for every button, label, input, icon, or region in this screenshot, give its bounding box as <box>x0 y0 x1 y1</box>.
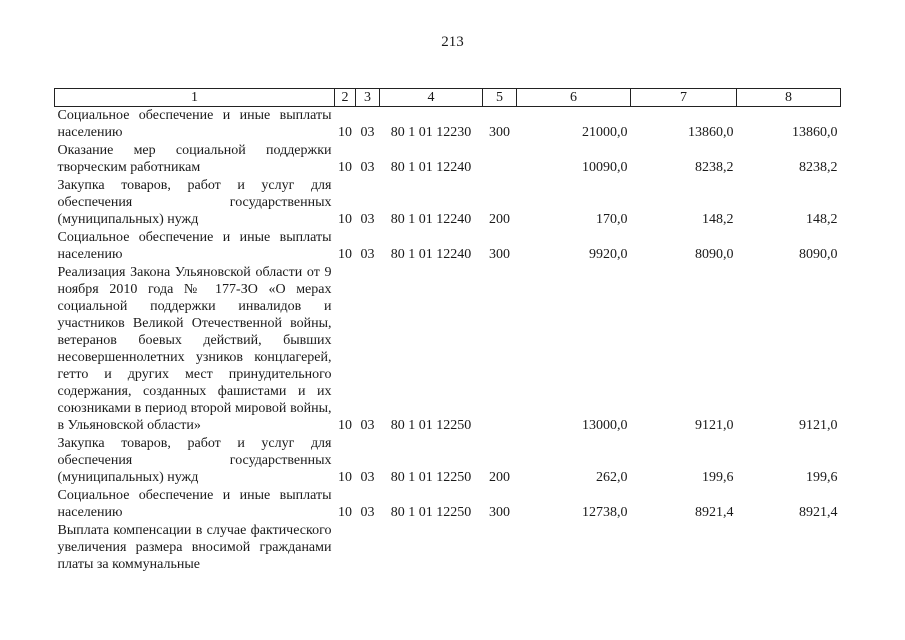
section-code: 10 <box>338 470 352 485</box>
section-code: 10 <box>338 418 352 433</box>
row-description: Закупка товаров, работ и услуг для обеспечения государственных (муниципальных) нужд <box>57 178 332 227</box>
row-description: Оказание мер социальной поддержки творческим работникам <box>57 143 332 175</box>
amount-col-8: 8921,4 <box>799 505 838 520</box>
table-row <box>55 435 841 487</box>
amount-col-7: 199,6 <box>702 470 734 485</box>
target-article-code: 80 1 01 12240 <box>390 247 472 262</box>
page-number: 213 <box>441 34 464 50</box>
subsection-code: 03 <box>360 505 375 520</box>
amount-col-6: 21000,0 <box>582 125 628 140</box>
subsection-code: 03 <box>360 247 375 262</box>
expense-type-code <box>483 142 517 177</box>
target-article-code: 80 1 01 12250 <box>390 418 472 433</box>
row-description: Социальное обеспечение и иные выплаты населению <box>57 108 332 140</box>
section-code: 10 <box>338 160 352 175</box>
amount-col-6: 12738,0 <box>582 505 628 520</box>
target-article-code: 80 1 01 12250 <box>390 505 472 520</box>
expense-type-code <box>483 522 517 574</box>
subsection-code: 03 <box>360 470 375 485</box>
subsection-code: 03 <box>360 418 375 433</box>
target-article-code: 80 1 01 12240 <box>390 212 472 227</box>
amount-col-8: 9121,0 <box>799 418 838 433</box>
table-row <box>55 487 841 522</box>
amount-col-7: 13860,0 <box>688 125 734 140</box>
target-article-code: 80 1 01 12240 <box>390 160 472 175</box>
header-row <box>55 89 841 107</box>
table-row <box>55 229 841 264</box>
section-code: 10 <box>338 247 352 262</box>
header-col-4: 4 <box>380 89 483 107</box>
table-row <box>55 264 841 435</box>
amount-col-6: 170,0 <box>596 212 628 227</box>
section-code: 10 <box>338 505 352 520</box>
expense-type-code: 300 <box>489 247 510 262</box>
header-col-7: 7 <box>631 89 737 107</box>
header-col-3: 3 <box>356 89 380 107</box>
header-col-5: 5 <box>483 89 517 107</box>
amount-col-8 <box>737 522 841 574</box>
amount-col-6: 262,0 <box>596 470 628 485</box>
budget-table <box>54 88 841 574</box>
amount-col-7: 8238,2 <box>695 160 734 175</box>
expense-type-code <box>483 264 517 435</box>
table-row <box>55 177 841 229</box>
amount-col-7 <box>631 522 737 574</box>
row-description: Закупка товаров, работ и услуг для обеспечения государственных (муниципальных) нужд <box>57 436 332 485</box>
amount-col-6: 10090,0 <box>582 160 628 175</box>
table-row <box>55 522 841 574</box>
subsection-code <box>356 522 380 574</box>
expense-type-code: 200 <box>489 470 510 485</box>
header-col-1: 1 <box>55 89 335 107</box>
section-code <box>335 522 356 574</box>
amount-col-8: 13860,0 <box>792 125 838 140</box>
subsection-code: 03 <box>360 212 375 227</box>
row-description: Социальное обеспечение и иные выплаты населению <box>57 230 332 262</box>
section-code: 10 <box>338 212 352 227</box>
expense-type-code: 300 <box>489 125 510 140</box>
expense-type-code: 200 <box>489 212 510 227</box>
amount-col-8: 8090,0 <box>799 247 838 262</box>
expense-type-code: 300 <box>489 505 510 520</box>
target-article-code <box>380 522 483 574</box>
section-code: 10 <box>338 125 352 140</box>
amount-col-8: 199,6 <box>806 470 838 485</box>
amount-col-6: 9920,0 <box>589 247 628 262</box>
amount-col-8: 148,2 <box>806 212 838 227</box>
amount-col-7: 8921,4 <box>695 505 734 520</box>
amount-col-8: 8238,2 <box>799 160 838 175</box>
row-description: Реализация Закона Ульяновской области от 9 ноября 2010 года № 177-ЗО «О мерах социальной поддержки инвалидов и участников Великой Отечественной войны, ветеранов боевых действий, бывших несовершеннолетних узников концлагерей, гетто и других мест принудительного содержания, созданных фашистами и их союзниками в период второй мировой войны, в Ульяновской области» <box>57 265 332 433</box>
header-col-2: 2 <box>335 89 356 107</box>
subsection-code: 03 <box>360 160 375 175</box>
target-article-code: 80 1 01 12230 <box>390 125 472 140</box>
header-col-8: 8 <box>737 89 841 107</box>
table-row <box>55 107 841 143</box>
amount-col-7: 148,2 <box>702 212 734 227</box>
header-col-6: 6 <box>517 89 631 107</box>
row-description: Социальное обеспечение и иные выплаты населению <box>57 488 332 520</box>
subsection-code: 03 <box>360 125 375 140</box>
target-article-code: 80 1 01 12250 <box>390 470 472 485</box>
row-description: Выплата компенсации в случае фактического увеличения размера вносимой гражданами платы за коммунальные <box>57 523 332 572</box>
amount-col-6 <box>517 522 631 574</box>
table-row <box>55 142 841 177</box>
amount-col-6: 13000,0 <box>582 418 628 433</box>
amount-col-7: 9121,0 <box>695 418 734 433</box>
amount-col-7: 8090,0 <box>695 247 734 262</box>
